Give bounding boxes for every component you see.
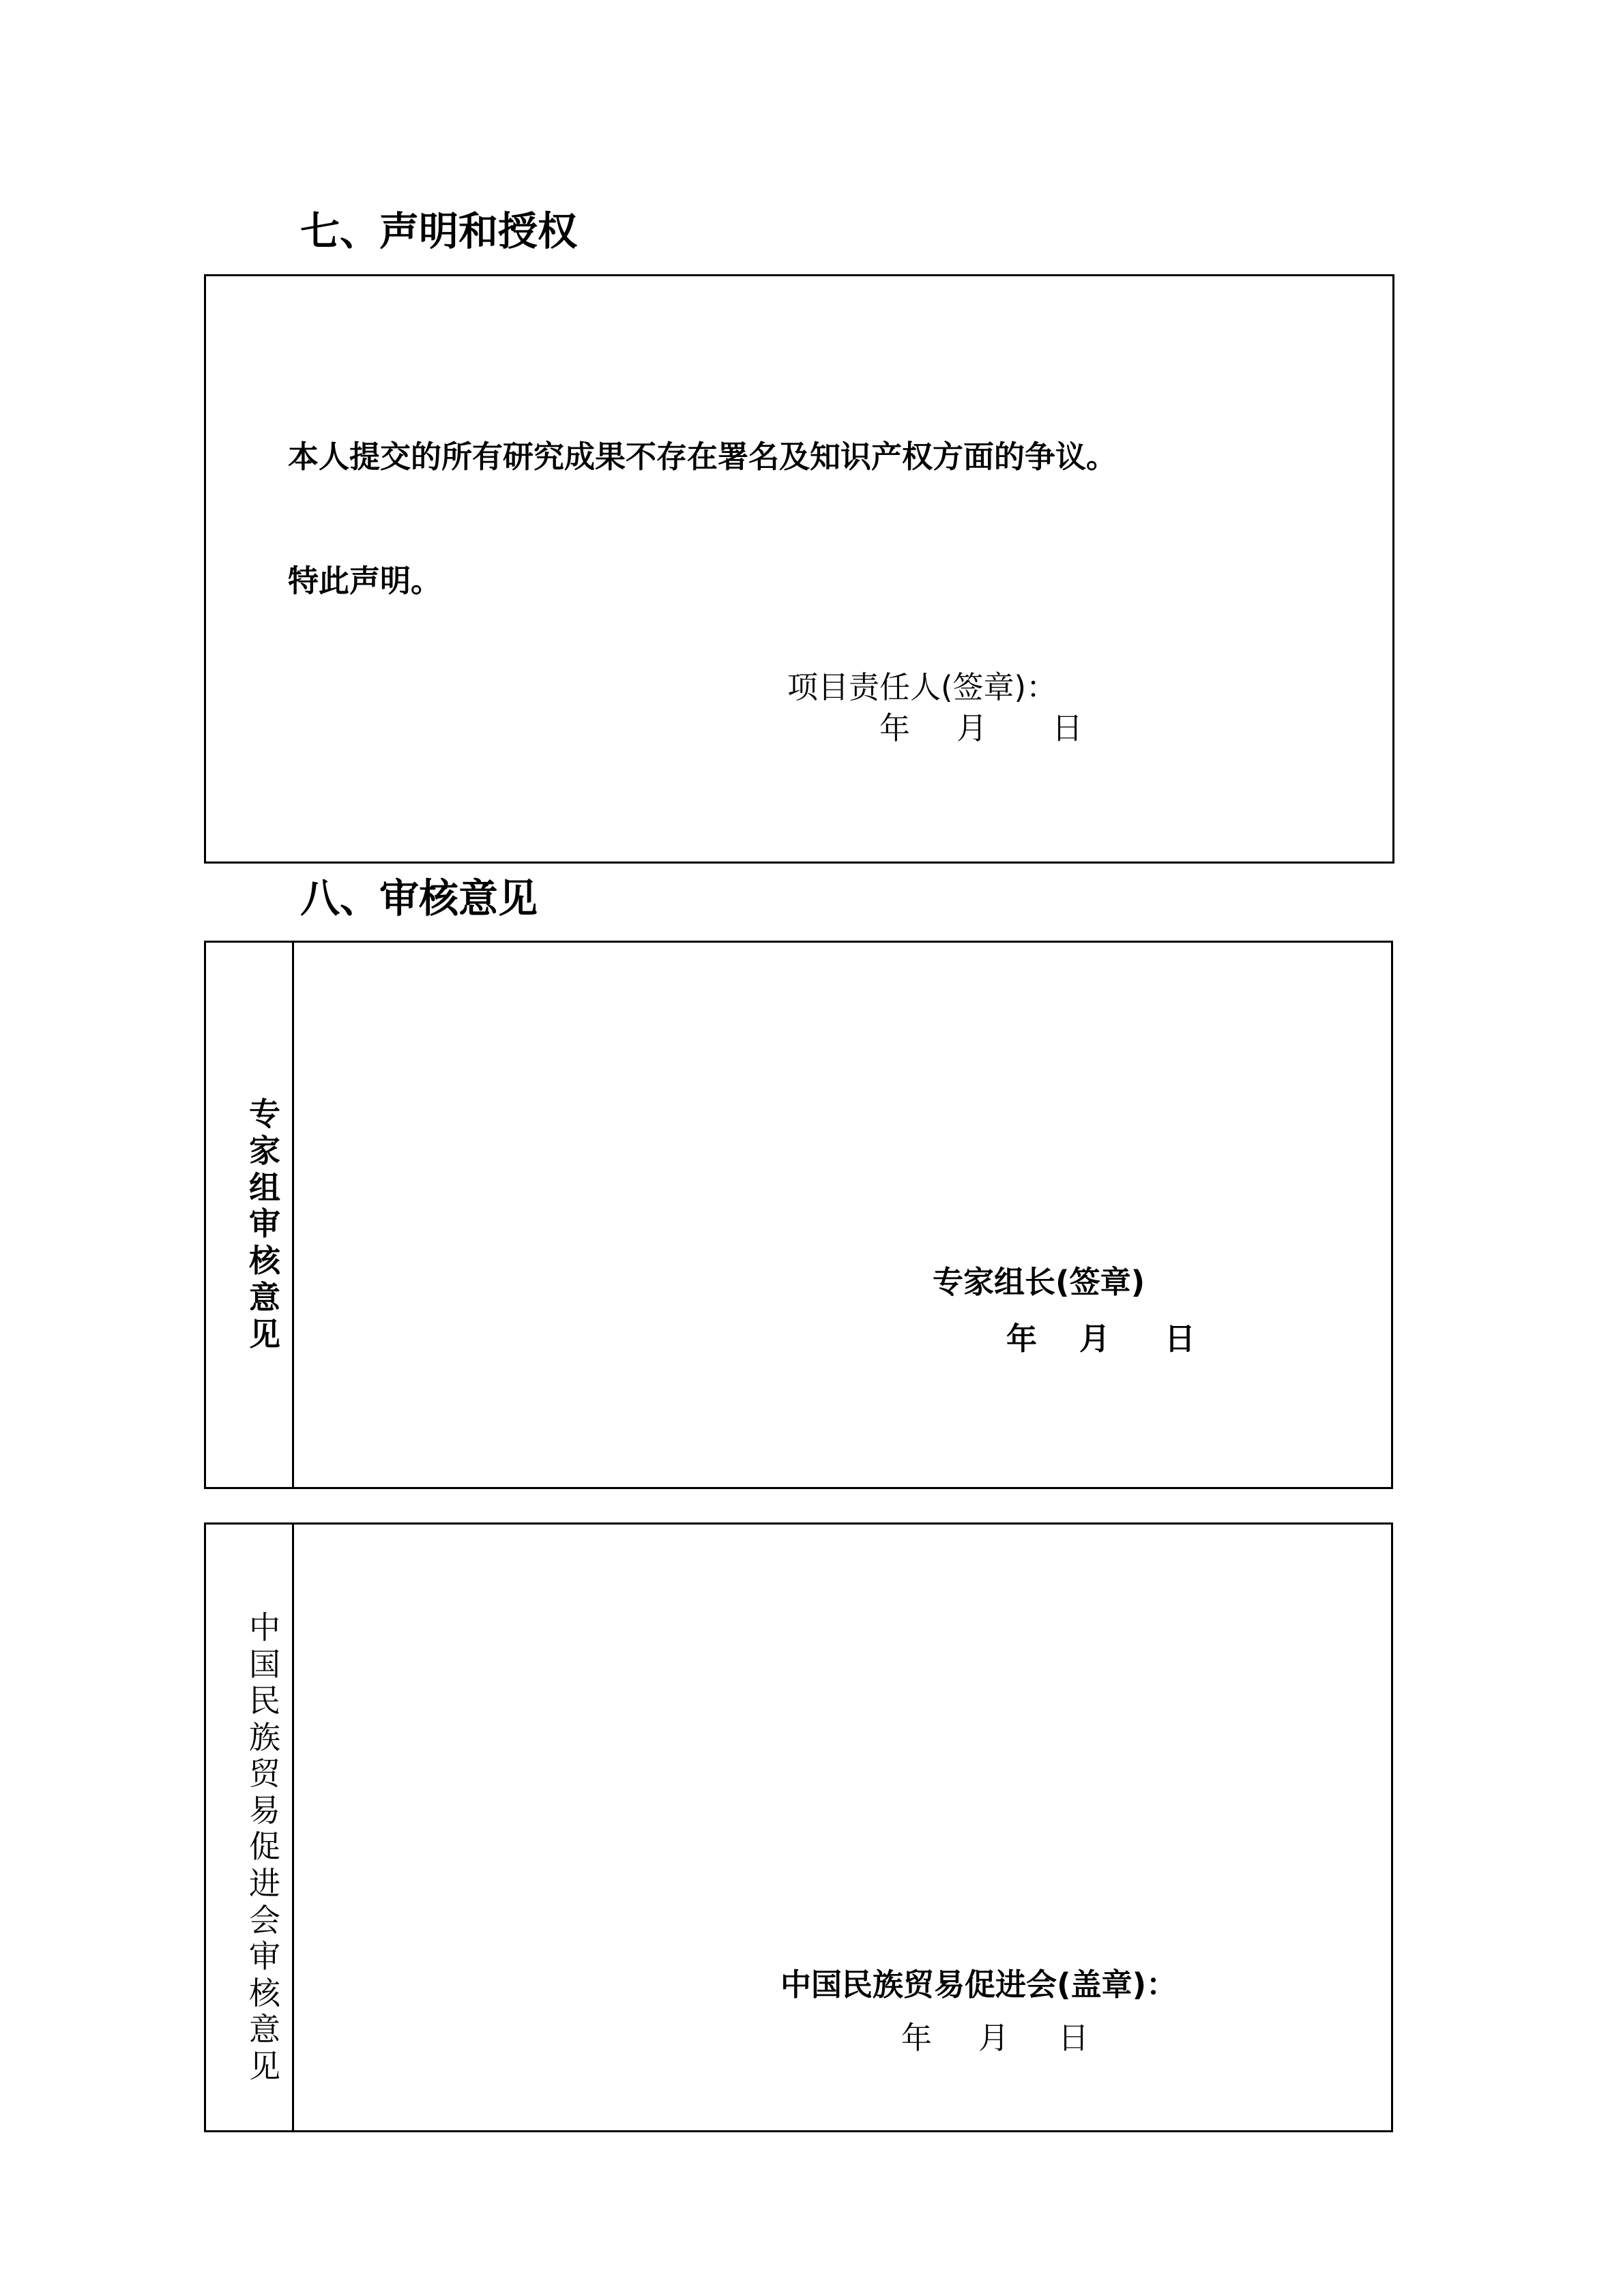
date-year-label: 年: [1006, 1321, 1038, 1357]
section7-heading: 七、声明和授权: [300, 208, 578, 254]
association-review-side-column: [206, 1525, 294, 2130]
expert-review-side-column: [206, 943, 294, 1487]
declaration-closing: 特此声明。: [288, 563, 442, 599]
expert-review-box: [204, 941, 1393, 1489]
date-year-label: 年: [901, 2020, 933, 2056]
project-leader-signature-label: 项目责任人(签章)：: [787, 669, 1057, 705]
expert-leader-signature-label: 专家组长(签章): [933, 1264, 1145, 1300]
declaration-statement: 本人提交的所有研究成果不存在署名及知识产权方面的争议。: [288, 439, 1117, 475]
association-review-side-label: 中国民族贸易促进会审核意见: [249, 1609, 280, 2085]
expert-review-side-label: 专家组审核意见: [249, 1095, 280, 1353]
date-day-label: 日: [1058, 2020, 1090, 2056]
date-day-label: 日: [1165, 1321, 1196, 1357]
date-day-label: 日: [1052, 710, 1083, 746]
date-month-label: 月: [978, 2020, 1010, 2056]
date-month-label: 月: [956, 710, 988, 746]
declaration-date: [879, 710, 1083, 746]
association-seal-label: 中国民族贸易促进会(盖章)：: [780, 1967, 1178, 2003]
association-review-box: [204, 1522, 1393, 2132]
date-month-label: 月: [1079, 1321, 1111, 1357]
association-review-date: [901, 2020, 1090, 2056]
expert-review-date: [1006, 1321, 1196, 1357]
declaration-box: [204, 274, 1394, 864]
section8-heading: 八、审核意见: [300, 875, 538, 922]
date-year-label: 年: [879, 710, 911, 746]
